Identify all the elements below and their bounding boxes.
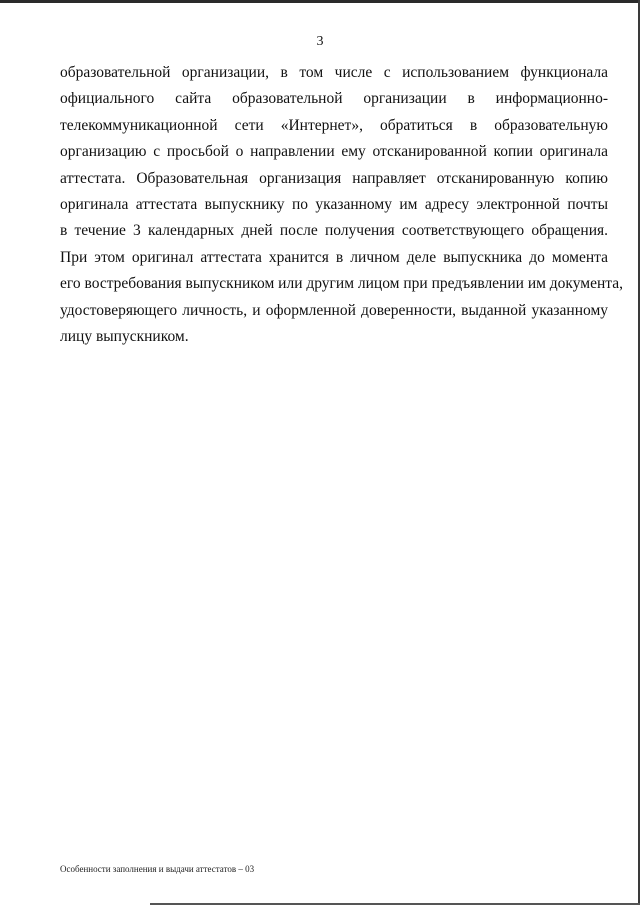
text-line: оригинала аттестата выпускнику по указанному им адресу электронной почты xyxy=(60,195,608,213)
text-line: удостоверяющего личность, и оформленной доверенности, выданной указанному xyxy=(60,301,608,319)
text-line: телекоммуникационной сети «Интернет», обратиться в образовательную xyxy=(60,116,608,134)
text-line: в течение 3 календарных дней после получения соответствующего обращения. xyxy=(60,222,608,240)
text-line: При этом оригинал аттестата хранится в личном деле выпускника до момента xyxy=(60,248,608,266)
body-paragraph xyxy=(60,60,623,350)
scan-edge-top xyxy=(0,0,640,3)
text-line: образовательной организации, в том числе с использованием функционала xyxy=(60,64,608,81)
text-line: организацию с просьбой о направлении ему отсканированной копии оригинала xyxy=(60,143,608,161)
text-line-last: лицу выпускником. xyxy=(60,327,189,345)
text-line: аттестата. Образовательная организация направляет отсканированную копию xyxy=(60,169,608,187)
text-line: его востребования выпускником или другим лицом при предъявлении им документа, xyxy=(60,275,623,293)
page-number: 3 xyxy=(316,34,324,49)
text-line: официального сайта образовательной организации в информационно- xyxy=(60,90,608,108)
page-footer: Особенности заполнения и выдачи аттестатов – 03 xyxy=(60,864,255,874)
